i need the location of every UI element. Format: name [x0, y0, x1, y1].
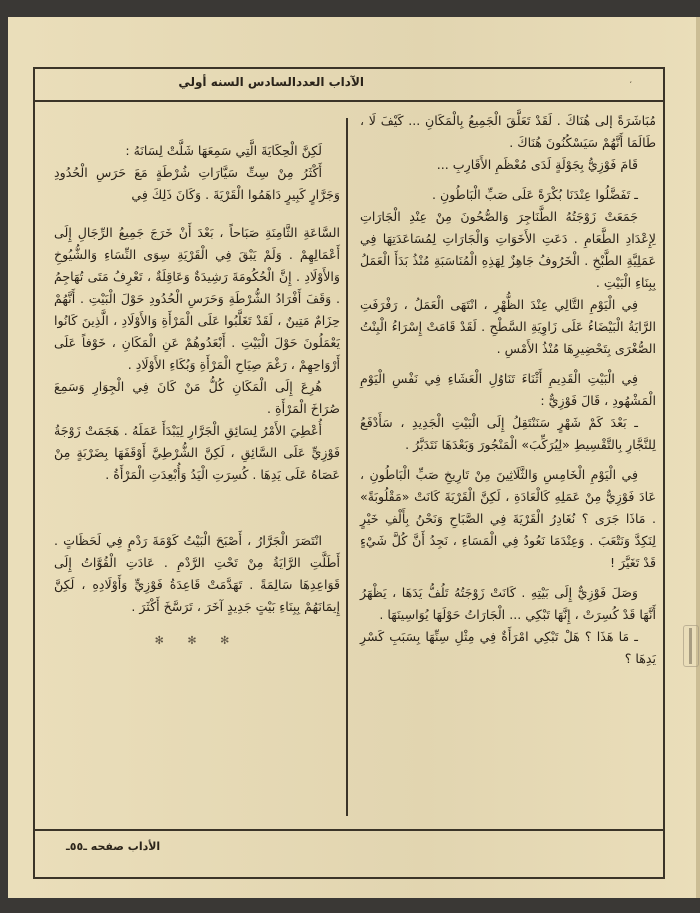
column-divider — [346, 118, 348, 816]
paragraph: السَّاعَةِ الثَّامِنَةِ صَبَاحاً ، بَعْدَ أَنْ خَرَجَ جَمِيعُ الرِّجَالِ إِلَى أَعْمَالِهِمْ . وَلَمْ يَبْقَ فِي الْقَرْيَةِ سِوَى النِّسَاءِ وَالشُّيُوخِ وَالأَوْلَادِ . إِنَّ الْحُكُومَةَ رَشِيدَةٌ وَعَاقِلَةٌ ، تَعْرِفُ مَتَى تُهَاجِمُ . وَقَفَ أَفْرَادُ الشُّرْطَةِ وَحَرَسِ الْحُدُودِ حَوْلَ الْبَيْتِ . أَنَّهُمْ حِزَامٌ مَتِينٌ ، لَقَدْ تَغَلَّبُوا عَلَى الْمَرْأَةِ وَالأَوْلَادِ ، الَّذِينَ كَانُوا يَعْمَلُونَ حَوْلَ الْبَيْتِ . أَبْعَدُوهُمْ عَنِ الْمَكَانِ ، خَوْفاً عَلَى أَرْوَاحِهِمْ ، رَغْمَ صِيَاحِ الْمَرْأَةِ وَبُكَاءِ الأَوْلَادِ . — [54, 225, 340, 372]
paragraph: جَمَعَتْ زَوْجَتُهُ الطَّنَاجِرَ وَالصُّحُونَ مِنْ عِنْدِ الْجَارَاتِ لِإِعْدَادِ الطَّعَامِ . دَعَتِ الأَخَوَاتِ وَالْجَارَاتِ لِمُسَاعَدَتِهَا فِي عَمَلِيَّةِ الطَّبْخِ . الْخَرُوفُ جَاهِزٌ لِهَذِهِ الْمُنَاسَبَةِ مُنْذُ بَدَأَ الْعَمَلُ بِبِنَاءِ الْبَيْتِ . — [360, 209, 656, 290]
page-edge — [696, 17, 700, 898]
right-text-column — [360, 110, 656, 670]
header-title: الآداب العددالسادس السنه أولي — [178, 75, 364, 89]
dialogue-paragraph: ـ تَفَضَّلُوا عِنْدَنَا بُكْرَةً عَلَى صَبِّ الْبَاطُونِ . — [432, 187, 638, 202]
paragraph: مُبَاشَرَةً إلى هُنَاكَ . لَقَدْ تَعَلَّقَ الْجَمِيعُ بِالْمَكَانِ ... كَيْفَ لَا ، طَالَمَا أَنَّهُمْ سَيَسْكُنُونَ هُنَاكَ . — [360, 113, 656, 150]
dialogue-paragraph: ـ مَا هَذَا ؟ هَلْ تَبْكِي امْرَأَةٌ فِي مِثْلِ سِنِّهَا بِسَبَبِ كَسْرِ يَدِهَا ؟ — [360, 629, 656, 666]
paragraph: أُعْطِيَ الأَمْرُ لِسَائِقِ الْجَرَّارِ لِيَبْدَأَ عَمَلَهُ . هَجَمَتْ زَوْجَةُ فَوْزِيٍّ عَلَى السَّائِقِ ، لَكِنَّ الشُّرْطِيَّ أَوْقَفَهَا بِضَرْبَةٍ مِنْ عَصَاهُ عَلَى يَدِهَا . كُسِرَتِ الْيَدُ وَأُبْعِدَتِ الْمَرْأَةُ . — [54, 423, 340, 482]
header-bottom-rule — [33, 100, 665, 102]
frame-right-rule — [663, 67, 665, 879]
frame-left-rule — [33, 67, 35, 879]
paragraph: انْتَصَرَ الْجَرَّارُ ، أَصْبَحَ الْبَيْتُ كَوْمَةَ رَدْمٍ فِي لَحَظَاتٍ . أَطَلَّتِ الرَّايَةُ مِنْ تَحْتِ الرَّدْمِ . عَادَتِ الْقُوَّاتُ إِلَى قَوَاعِدِهَا سَالِمَةً . تَهَدَّمَتْ قَاعِدَةُ فَوْزِيٍّ وَأَوْلَادِهِ ، لَكِنَّ إِيمَانَهُمْ بِبِنَاءِ بَيْتٍ جَدِيدٍ آخَرَ ، تَرَسَّخَ أَكْثَرَ . — [54, 533, 340, 614]
footer-top-rule — [33, 829, 665, 831]
binding-clip-mark — [683, 625, 699, 667]
paragraph: فِي الْبَيْتِ الْقَدِيمِ أَثْنَاءَ تَنَاوُلِ الْعَشَاءِ فِي نَفْسِ الْيَوْمِ الْمَشْهُودِ ، قَالَ فَوْزِيٌّ : — [360, 371, 656, 408]
section-separator: ✻ ✻ ✻ — [154, 634, 240, 647]
paragraph: وَصَلَ فَوْزِيٌّ إِلَى بَيْتِهِ . كَانَتْ زَوْجَتُهُ تَلُفُّ يَدَهَا ، يَظْهَرُ أَنَّهَا قَدْ كُسِرَتْ ، إِنَّهَا تَبْكِي ... الْجَارَاتُ حَوْلَهَا يُوَاسِينَهَا . — [360, 585, 656, 622]
page-footer: الأداب صفحه ـ٥٥ـ — [66, 840, 161, 853]
paragraph: أَكْثَرُ مِنْ سِتِّ سَيَّارَاتِ شُرْطَةٍ مَعَ حَرَسِ الْحُدُودِ وَجَرَّارٍ كَبِيرٍ دَاهَمُوا الْقَرْيَةَ . وَكَانَ ذَلِكَ فِي — [54, 165, 340, 202]
running-header — [34, 68, 664, 100]
left-text-column — [54, 140, 340, 652]
frame-bottom-rule — [33, 877, 665, 879]
paragraph: قَامَ فَوْزِيُّ بِجَوْلَةٍ لَدَى مُعْظَمِ الأَقَارِبِ ... — [436, 157, 638, 172]
paragraph: لَكِنَّ الْحِكَايَةَ الَّتِي سَمِعَهَا شَلَّتْ لِسَانَهُ : — [125, 143, 322, 158]
dialogue-paragraph: ـ بَعْدَ كَمْ شَهْرٍ سَنَنْتَقِلُ إِلَى الْبَيْتِ الْجَدِيدِ ، سَأَدْفَعُ لِلنَّجَّارِ بِالتَّقْسِيطِ «لِيُرَكِّبَ» الْمَنْجُورَ وَبَعْدَهَا نَتَدَبَّرُ . — [360, 415, 656, 452]
paragraph: فِي الْيَوْمِ الْخَامِسِ وَالثَّلَاثِينَ مِنْ تَارِيخِ صَبِّ الْبَاطُونِ ، عَادَ فَوْزِيٌّ مِنْ عَمَلِهِ كَالْعَادَةِ ، لَكِنَّ الْقَرْيَةَ كَانَتْ «مَقْلُوبَةً» . مَاذَا جَرَى ؟ نُغَادِرُ الْقَرْيَةَ فِي الصَّبَاحِ وَنَحْنُ بِأَلْفِ خَيْرٍ لِنَكِدَّ وَنَتْعَبَ . وَعِنْدَمَا نَعُودُ فِي الْمَسَاءِ ، نَجِدُ أَنَّ كُلَّ شَيْءٍ قَدْ تَغَيَّرَ ! — [360, 467, 656, 570]
header-mark: ، — [629, 76, 632, 85]
paragraph: فِي الْيَوْمِ التَّالِي عِنْدَ الظُّهْرِ ، انْتَهَى الْعَمَلُ ، رَفْرَفَتِ الرَّايَةُ الْبَيْضَاءُ عَلَى زَاوِيَةِ السَّطْحِ . لَقَدْ قَامَتْ إِسْرَاءُ الْبِنْتُ الصُّغْرَى بِتَحْضِيرِهَا مُنْذُ الأَمْسِ . — [360, 297, 656, 356]
paragraph: هُرِعَ إِلَى الْمَكَانِ كُلُّ مَنْ كَانَ فِي الْجِوَارِ وَسَمِعَ صُرَاخَ الْمَرْأَةِ . — [54, 379, 340, 416]
